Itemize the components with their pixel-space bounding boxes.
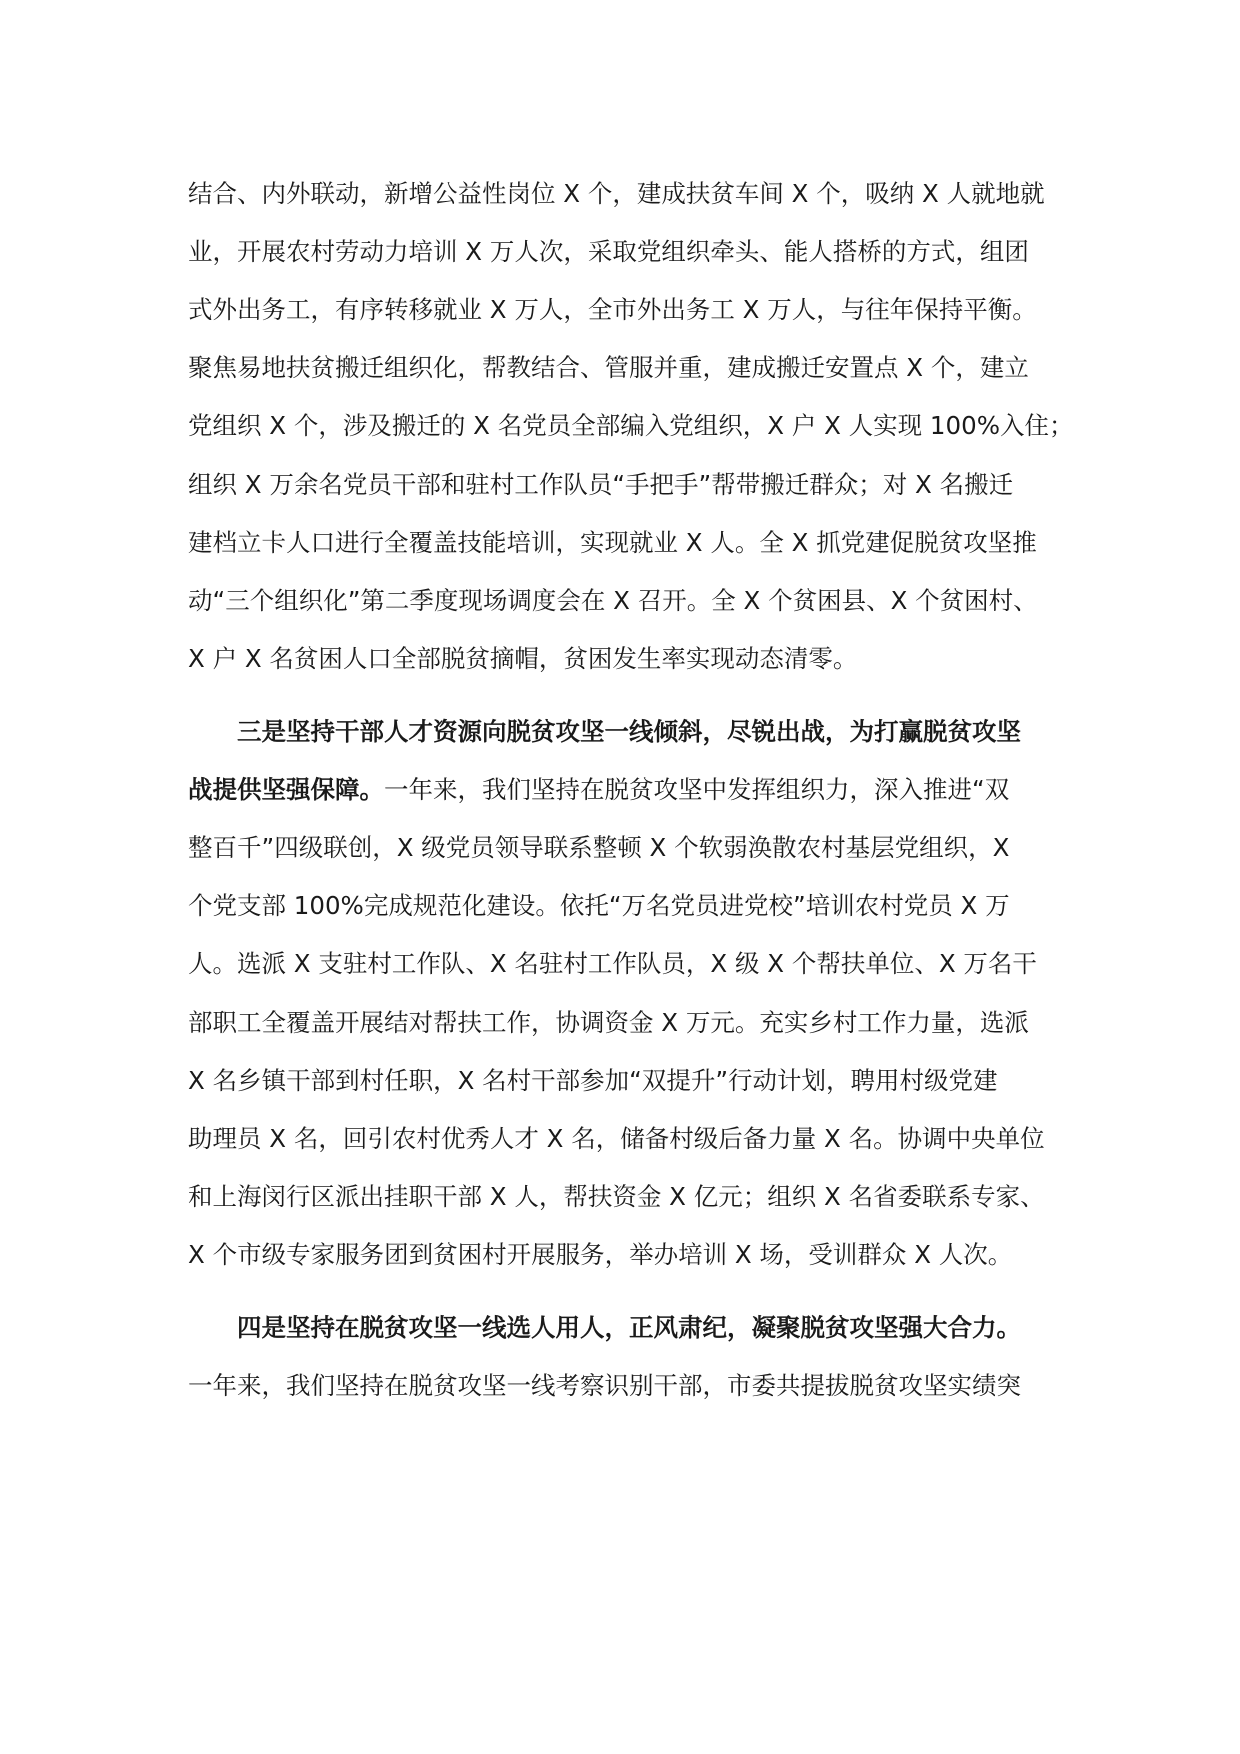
heading-text: 战提供坚强保障。 — [188, 775, 384, 804]
text-line — [188, 1124, 1045, 1154]
text-line — [188, 949, 1037, 979]
line-text: 个党支部 100%完成规范化建设。依托“万名党员进党校”培训农村党员 X 万 — [188, 891, 1010, 920]
text-line — [188, 1066, 998, 1096]
line-text: 结合、内外联动，新增公益性岗位 X 个，建成扶贫车间 X 个，吸纳 X 人就地就 — [188, 179, 1045, 208]
text-line — [188, 1008, 1029, 1038]
line-text: 式外出务工，有序转移就业 X 万人，全市外出务工 X 万人，与往年保持平衡。 — [188, 295, 1037, 324]
line-text: 人。选派 X 支驻村工作队、X 名驻村工作队员，X 级 X 个帮扶单位、X 万名干 — [188, 949, 1037, 978]
line-text: 部职工全覆盖开展结对帮扶工作，协调资金 X 万元。充实乡村工作力量，选派 — [188, 1008, 1029, 1037]
text-line — [188, 775, 1009, 805]
line-text: X 个市级专家服务团到贫困村开展服务，举办培训 X 场，受训群众 X 人次。 — [188, 1240, 1013, 1269]
text-line — [188, 1371, 1021, 1401]
line-text: 一年来，我们坚持在脱贫攻坚中发挥组织力，深入推进“双 — [384, 775, 1010, 804]
line-text: 组织 X 万余名党员干部和驻村工作队员“手把手”帮带搬迁群众；对 X 名搬迁 — [188, 470, 1014, 499]
text-line — [188, 644, 857, 674]
line-text: X 名乡镇干部到村任职，X 名村干部参加“双提升”行动计划，聘用村级党建 — [188, 1066, 998, 1095]
line-text: 党组织 X 个，涉及搬迁的 X 名党员全部编入党组织，X 户 X 人实现 100%入住； — [188, 411, 1074, 440]
text-line — [188, 1182, 1045, 1212]
line-text: 聚焦易地扶贫搬迁组织化，帮教结合、管服并重，建成搬迁安置点 X 个，建立 — [188, 353, 1029, 382]
text-line — [188, 411, 1073, 441]
line-text: 一年来，我们坚持在脱贫攻坚一线考察识别干部，市委共提拔脱贫攻坚实绩突 — [188, 1371, 1021, 1400]
paragraph-heading — [237, 717, 1021, 747]
text-line — [188, 586, 1038, 616]
text-line — [188, 237, 1029, 267]
text-line — [188, 833, 1009, 863]
line-text: 整百千”四级联创，X 级党员领导联系整顿 X 个软弱涣散农村基层党组织，X — [188, 833, 1010, 862]
line-text: 业，开展农村劳动力培训 X 万人次，采取党组织牵头、能人搭桥的方式，组团 — [188, 237, 1029, 266]
text-line — [188, 470, 1013, 500]
text-line — [188, 528, 1037, 558]
heading-text: 四是坚持在脱贫攻坚一线选人用人，正风肃纪，凝聚脱贫攻坚强大合力。 — [237, 1313, 1021, 1342]
line-text: 助理员 X 名，回引农村优秀人才 X 名，储备村级后备力量 X 名。协调中央单位 — [188, 1124, 1045, 1153]
text-line — [188, 295, 1037, 325]
line-text: 动“三个组织化”第二季度现场调度会在 X 召开。全 X 个贫困县、X 个贫困村、 — [188, 586, 1038, 615]
line-text: 和上海闵行区派出挂职干部 X 人，帮扶资金 X 亿元；组织 X 名省委联系专家、 — [188, 1182, 1045, 1211]
paragraph-heading — [237, 1313, 1021, 1343]
line-text: X 户 X 名贫困人口全部脱贫摘帽，贫困发生率实现动态清零。 — [188, 644, 858, 673]
text-line — [188, 179, 1045, 209]
text-line — [188, 353, 1029, 383]
text-line — [188, 891, 1010, 921]
line-text: 建档立卡人口进行全覆盖技能培训，实现就业 X 人。全 X 抓党建促脱贫攻坚推 — [188, 528, 1037, 557]
text-line — [188, 1240, 1012, 1270]
heading-text: 三是坚持干部人才资源向脱贫攻坚一线倾斜，尽锐出战，为打赢脱贫攻坚 — [237, 717, 1021, 746]
